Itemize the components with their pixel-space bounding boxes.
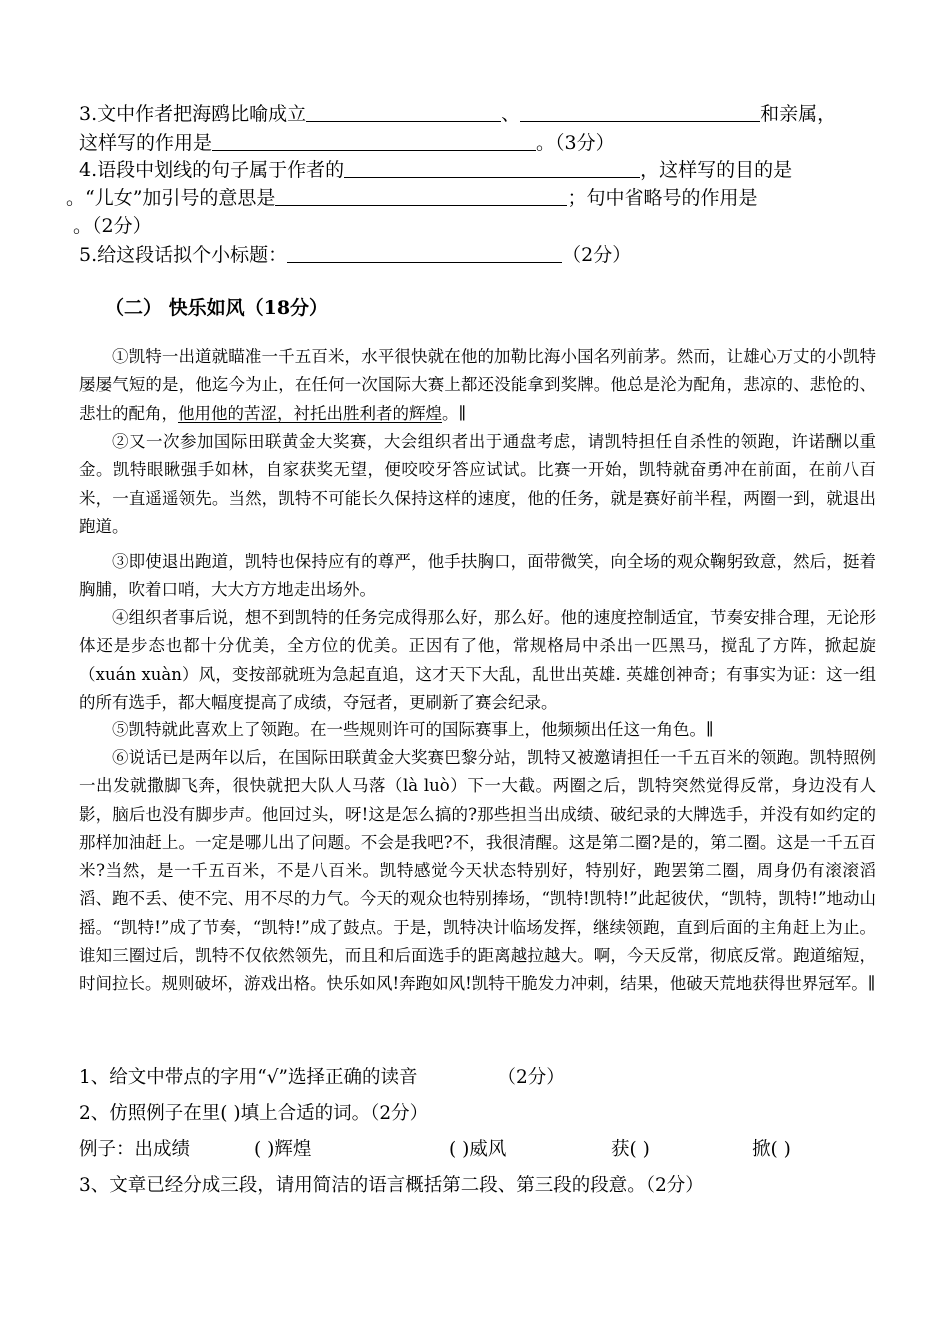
question-4-line1 <box>79 155 879 185</box>
question-3-line2 <box>79 128 879 158</box>
question-b2-example <box>79 1135 879 1165</box>
question-5-text: 5.给这段话拟个小标题： <box>79 244 288 266</box>
fill-in-blank[interactable]: ( )威风 <box>449 1139 507 1160</box>
answer-blank[interactable] <box>287 242 562 263</box>
fill-in-blank[interactable]: 获( ) <box>611 1139 650 1160</box>
question-3-text: 3.文中作者把海鸥比喻成立 <box>79 103 307 125</box>
fill-in-blank[interactable]: ( )辉煌 <box>254 1139 312 1160</box>
question-4-text: ，这样写的目的是 <box>640 159 793 181</box>
example-label: 例子：出成绩 <box>79 1139 191 1160</box>
passage-paragraph-2: ②又一次参加国际田联黄金大奖赛，大会组织者出于通盘考虑，请凯特担任自杀性的领跑，许诺酬以重金。凯特眼瞅强手如林，自家获奖无望，便咬咬牙答应试试。比赛一开始，凯特就奋勇冲在前面，在前八百米，一直遥遥领先。当然，凯特不可能长久保持这样的速度，他的任务，就是赛好前半程，两圈一到，就退出跑道。 <box>79 432 876 536</box>
question-score: 。（2分） <box>73 215 152 237</box>
question-score: 。（3分） <box>536 132 615 154</box>
question-score: （2分） <box>497 1067 565 1088</box>
question-3-text: 和亲属， <box>760 103 837 125</box>
answer-blank[interactable] <box>306 101 501 122</box>
question-3-text: 这样写的作用是 <box>79 132 213 154</box>
passage-paragraph-1 <box>79 343 876 428</box>
question-b3: 3、文章已经分成三段，请用简洁的语言概括第二段、第三段的段意。（2分） <box>79 1175 704 1196</box>
answer-blank[interactable] <box>520 101 760 122</box>
answer-blank[interactable] <box>212 130 536 151</box>
question-score: （2分） <box>562 244 632 266</box>
section-title: （二） 快乐如风（18分） <box>105 297 329 319</box>
answer-blank[interactable] <box>275 185 567 206</box>
passage-paragraph-6: ⑥说话已是两年以后，在国际田联黄金大奖赛巴黎分站，凯特又被邀请担任一千五百米的领跑。凯特照例一出发就撒脚飞奔，很快就把大队人马落（là luò）下一大截。两圈之后，凯特突然觉得反常，身边没有人影，脑后也没有脚步声。他回过头，呀!这是怎么搞的?那些担当出成绩、破纪录的大牌选手，并没有如约定的那样加油赶上。一定是哪儿出了问题。不会是我吧?不，我很清醒。这是第二圈?是的，第二圈。这是一千五百米?当然，是一千五百米，不是八百米。凯特感觉今天状态特别好，特别好，跑罢第二圈，周身仍有滚滚滔滔、跑不丢、使不完、用不尽的力气。今天的观众也特别捧场，“凯特!凯特!”此起彼伏，“凯特，凯特!”地动山摇。“凯特!”成了节奏，“凯特!”成了鼓点。于是，凯特决计临场发挥，继续领跑，直到后面的主角赶上为止。谁知三圈过后，凯特不仅依然领先，而且和后面选手的距离越拉越大。啊，今天反常，彻底反常。跑道缩短，时间拉长。规则破坏，游戏出格。快乐如风!奔跑如风!凯特干脆发力冲刺，结果，他破天荒地获得世界冠军。∥ <box>79 748 876 994</box>
question-b2: 2、仿照例子在里( )填上合适的词。（2分） <box>79 1103 429 1124</box>
passage-paragraph-3: ③即使退出跑道，凯特也保持应有的尊严，他手扶胸口，面带微笑，向全场的观众鞠躬致意，然后，挺着胸脯，吹着口哨，大大方方地走出场外。 <box>79 552 876 600</box>
separator: 、 <box>501 103 521 125</box>
question-4-line3 <box>73 211 873 241</box>
question-5 <box>79 240 879 270</box>
question-3-line1 <box>79 99 879 129</box>
passage-paragraph-5: ⑤凯特就此喜欢上了领跑。在一些规则许可的国际赛事上，他频频出任这一角色。∥ <box>112 720 714 739</box>
paragraph-text: ①凯特一出道就瞄准一千五百米，水平很快就在他的加勒比海小国名列前茅。然而，让雄心万丈的小凯特屡屡气短的是，他迄今为止，在任何一次国际大赛上都还没能拿到奖牌。他总是沦为配角，悲凉的、悲怆的、悲壮的配角， <box>79 347 876 423</box>
passage-paragraph-4: ④组织者事后说，想不到凯特的任务完成得那么好，那么好。他的速度控制适宜，节奏安排合理，无论形体还是步态也都十分优美，全方位的优美。正因有了他，常规格局中杀出一匹黑马，搅乱了方阵，掀起旋（xuán xuàn）风，变按部就班为急起直追，这才天下大乱，乱世出英雄. 英雄创神奇；有事实为证：这一组的所有选手，都大幅度提高了成绩，夺冠者，更刷新了赛会纪录。 <box>79 608 876 712</box>
question-b1-text: 1、给文中带点的字用“√”选择正确的读音 <box>79 1067 418 1088</box>
underlined-sentence: 他用他的苦涩，衬托出胜利者的辉煌 <box>178 403 442 423</box>
answer-blank[interactable] <box>344 157 640 178</box>
paragraph-text: 。∥ <box>442 403 467 423</box>
question-4-text: 。“儿女”加引号的意思是 <box>66 187 276 209</box>
question-4-text: ；句中省略号的作用是 <box>567 187 758 209</box>
question-b1 <box>79 1063 879 1093</box>
fill-in-blank[interactable]: 掀( ) <box>752 1139 791 1160</box>
question-4-text: 4.语段中划线的句子属于作者的 <box>79 159 345 181</box>
question-4-line2 <box>66 183 866 213</box>
